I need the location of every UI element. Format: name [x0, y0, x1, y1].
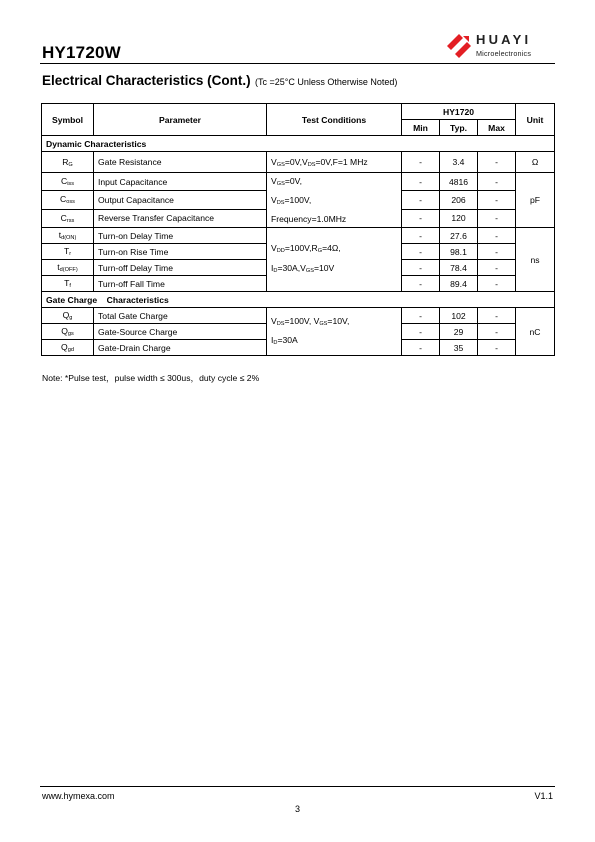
section-label-gate-charge: Gate Charge Characteristics — [42, 292, 555, 308]
parameter-cell: Turn-on Delay Time — [94, 228, 267, 244]
footer-website: www.hymexa.com — [42, 791, 115, 801]
typ-cell: 29 — [440, 324, 478, 340]
footer-rule — [40, 786, 555, 787]
min-cell: - — [402, 260, 440, 276]
min-cell: - — [402, 173, 440, 191]
max-cell: - — [478, 308, 516, 324]
symbol-cell: $C_{oss}$ — [42, 191, 94, 209]
typ-cell: 4816 — [440, 173, 478, 191]
section-label-dynamic: Dynamic Characteristics — [42, 136, 555, 152]
section-row-gate-charge — [42, 292, 555, 308]
parameter-cell: Turn-off Delay Time — [94, 260, 267, 276]
parameter-cell: Turn-off Fall Time — [94, 276, 267, 292]
test-condition-cell: $V_{DS}=100V$, $V_{GS}=10V$, $I_D=30A$ — [267, 308, 402, 356]
test-condition-cell: $V_{GS}=0V$, $V_{DS}=100V$, Frequency=1.0MHz — [267, 173, 402, 228]
test-condition-cell: $V_{DD}=100V,R_G=4\Omega$, $I_D=30A,V_{GS}=10V$ — [267, 228, 402, 292]
col-header-test-conditions: Test Conditions — [267, 104, 402, 136]
unit-cell: ns — [516, 228, 555, 292]
symbol-cell: $Q_{gd}$ — [42, 340, 94, 356]
symbol-cell: $Q_g$ — [42, 308, 94, 324]
parameter-cell: Turn-on Rise Time — [94, 244, 267, 260]
electrical-characteristics-table — [41, 103, 555, 356]
max-cell: - — [478, 173, 516, 191]
table-row — [42, 173, 555, 191]
col-header-group: HY1720 — [402, 104, 516, 120]
col-header-max: Max — [478, 120, 516, 136]
typ-cell: 89.4 — [440, 276, 478, 292]
parameter-cell: Total Gate Charge — [94, 308, 267, 324]
max-cell: - — [478, 191, 516, 209]
symbol-cell: $R_G$ — [42, 152, 94, 173]
min-cell: - — [402, 276, 440, 292]
min-cell: - — [402, 324, 440, 340]
col-header-typ: Typ. — [440, 120, 478, 136]
logo-mark-icon — [445, 32, 479, 58]
unit-cell: nC — [516, 308, 555, 356]
parameter-cell: Output Capacitance — [94, 191, 267, 209]
section-title — [42, 72, 397, 90]
parameter-cell: Gate Resistance — [94, 152, 267, 173]
logo-subtitle: Microelectronics — [476, 49, 532, 58]
parameter-cell: Gate-Drain Charge — [94, 340, 267, 356]
page-header — [40, 30, 555, 64]
max-cell: - — [478, 340, 516, 356]
min-cell: - — [402, 244, 440, 260]
company-logo — [445, 30, 555, 64]
logo-name: HUAYI — [476, 32, 532, 47]
col-header-min: Min — [402, 120, 440, 136]
symbol-cell: $T_r$ — [42, 244, 94, 260]
header-rule — [40, 63, 555, 64]
footer-version: V1.1 — [534, 791, 553, 801]
table-row — [42, 152, 555, 173]
max-cell: - — [478, 260, 516, 276]
symbol-cell: $C_{rss}$ — [42, 209, 94, 227]
parameter-cell: Input Capacitance — [94, 173, 267, 191]
typ-cell: 120 — [440, 209, 478, 227]
section-title-main: Electrical Characteristics (Cont.) — [42, 73, 251, 88]
section-row-dynamic — [42, 136, 555, 152]
max-cell: - — [478, 152, 516, 173]
symbol-cell: $Q_{gs}$ — [42, 324, 94, 340]
min-cell: - — [402, 152, 440, 173]
max-cell: - — [478, 209, 516, 227]
min-cell: - — [402, 209, 440, 227]
footnote: Note: *Pulse test，pulse width ≤ 300us，duty cycle ≤ 2% — [42, 373, 260, 383]
section-title-condition: (Tc =25°C Unless Otherwise Noted) — [255, 77, 398, 87]
parameter-cell: Reverse Transfer Capacitance — [94, 209, 267, 227]
page-number: 3 — [294, 804, 300, 814]
min-cell: - — [402, 340, 440, 356]
max-cell: - — [478, 324, 516, 340]
test-condition-cell: $V_{GS}=0V,V_{DS}=0V,F=1$ MHz — [267, 152, 402, 173]
col-header-symbol: Symbol — [42, 104, 94, 136]
typ-cell: 206 — [440, 191, 478, 209]
unit-cell: Ω — [516, 152, 555, 173]
max-cell: - — [478, 276, 516, 292]
unit-cell: pF — [516, 173, 555, 228]
col-header-unit: Unit — [516, 104, 555, 136]
typ-cell: 98.1 — [440, 244, 478, 260]
typ-cell: 102 — [440, 308, 478, 324]
table-header-row — [42, 104, 555, 120]
min-cell: - — [402, 228, 440, 244]
parameter-cell: Gate-Source Charge — [94, 324, 267, 340]
symbol-cell: $t_{d(OFF)}$ — [42, 260, 94, 276]
symbol-cell: $C_{iss}$ — [42, 173, 94, 191]
typ-cell: 27.6 — [440, 228, 478, 244]
typ-cell: 78.4 — [440, 260, 478, 276]
table-row — [42, 308, 555, 324]
symbol-cell: $t_{d(ON)}$ — [42, 228, 94, 244]
min-cell: - — [402, 191, 440, 209]
symbol-cell: $T_f$ — [42, 276, 94, 292]
part-number: HY1720W — [42, 43, 121, 62]
col-header-parameter: Parameter — [94, 104, 267, 136]
max-cell: - — [478, 228, 516, 244]
max-cell: - — [478, 244, 516, 260]
typ-cell: 3.4 — [440, 152, 478, 173]
table-row — [42, 228, 555, 244]
typ-cell: 35 — [440, 340, 478, 356]
min-cell: - — [402, 308, 440, 324]
